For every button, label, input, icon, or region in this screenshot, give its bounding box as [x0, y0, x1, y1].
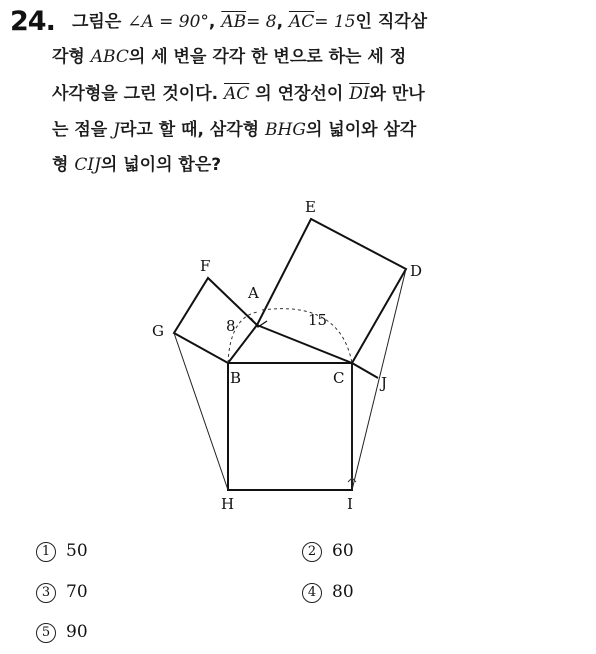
segment-di: $\overline{DI}$ — [349, 84, 370, 104]
choice-2[interactable] — [302, 541, 354, 562]
text: 의 넓이의 합은? — [100, 155, 222, 175]
choice-mark: 5 — [36, 623, 56, 643]
text: 사각형을 그린 것이다. — [52, 84, 219, 104]
segment-gh — [174, 333, 228, 490]
ac-value: = 15 — [314, 12, 356, 32]
separator: , — [276, 12, 284, 32]
triangle-abc: ABC — [90, 47, 129, 67]
choice-value: 60 — [332, 541, 354, 561]
segment-di — [352, 269, 406, 490]
label-a: A — [248, 284, 259, 302]
text: 각형 — [52, 47, 85, 67]
choice-mark: 4 — [302, 583, 322, 603]
text: 는 점을 — [52, 120, 108, 140]
question-number: 24. — [10, 6, 55, 37]
label-g: G — [152, 322, 164, 340]
choice-value: 70 — [66, 582, 88, 602]
text: 그림은 — [72, 12, 122, 32]
triangle-cij: CIJ — [74, 155, 101, 175]
label-f: F — [200, 257, 211, 275]
choice-value: 90 — [66, 622, 88, 642]
segment-ac: $\overline{AC}$ — [288, 12, 315, 32]
text: 형 — [52, 155, 69, 175]
choice-3[interactable] — [36, 582, 88, 603]
choice-mark: 1 — [36, 542, 56, 562]
text: 의 세 변을 각각 한 변으로 하는 세 정 — [128, 47, 407, 67]
arc-ac-dashed — [262, 309, 352, 363]
label-c: C — [333, 369, 345, 387]
choice-5[interactable] — [36, 622, 88, 643]
ab-value: = 8 — [246, 12, 277, 32]
label-j: J — [381, 374, 388, 392]
label-d: D — [410, 262, 423, 280]
square-abgf — [174, 278, 257, 363]
choice-value: 80 — [332, 582, 354, 602]
text: 의 연장선이 — [255, 84, 344, 104]
square-acde — [257, 219, 406, 363]
label-len-ab: 8 — [226, 317, 236, 335]
choice-value: 50 — [66, 541, 88, 561]
label-b: B — [230, 369, 242, 387]
label-h: H — [221, 495, 235, 513]
text: 와 만나 — [369, 84, 425, 104]
text: 라고 할 때, 삼각형 — [119, 120, 260, 140]
choice-mark: 3 — [36, 583, 56, 603]
point-j: J — [113, 120, 120, 140]
segment-ab: $\overline{AB}$ — [221, 12, 247, 32]
segment-ac: $\overline{AC}$ — [224, 84, 250, 104]
extension-ac-to-j — [352, 363, 378, 378]
angle-condition: ∠A = 90° — [127, 12, 209, 32]
separator: , — [208, 12, 216, 32]
choice-mark: 2 — [302, 542, 322, 562]
label-i: I — [347, 495, 353, 513]
label-len-ac: 15 — [308, 311, 328, 329]
text: 인 직각삼 — [355, 12, 428, 32]
triangle-bhg: BHG — [265, 120, 306, 140]
text: 의 넓이와 삼각 — [305, 120, 417, 140]
label-e: E — [305, 198, 316, 216]
choice-1[interactable] — [36, 541, 88, 562]
choice-4[interactable] — [302, 582, 354, 603]
